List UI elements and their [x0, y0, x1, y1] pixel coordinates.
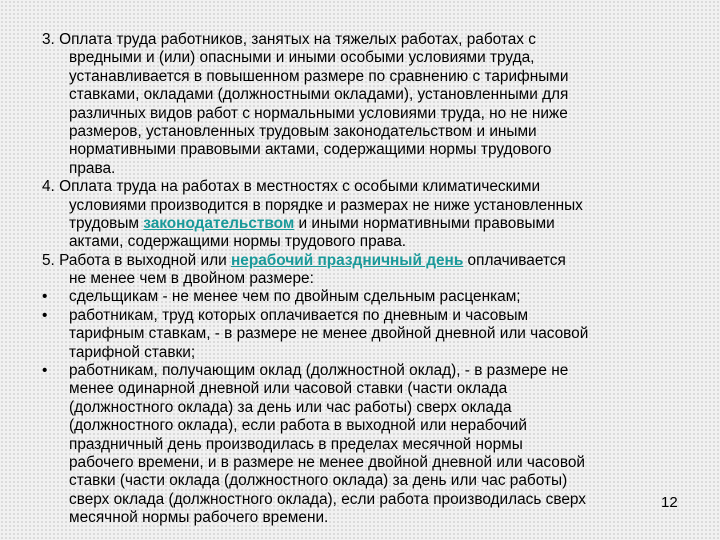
text-line: тарифной ставки;: [69, 343, 196, 361]
text-line: тарифным ставкам, - в размере не менее двойной дневной или часовой: [69, 325, 589, 343]
slide-text: [42, 31, 682, 528]
text-segment: сдельщикам - не менее чем по двойным сдельным расценкам;: [69, 288, 521, 306]
text-line: вредными и (или) опасными и иными особыми условиями труда,: [69, 49, 535, 67]
text-line: (должностного оклада), если работа в выходной или нерабочий: [69, 417, 527, 435]
text-segment: работникам, получающим оклад (должностной оклад), - в размере не: [69, 362, 569, 380]
list-item: [42, 307, 682, 362]
text-line: нормативными правовыми актами, содержащими нормы трудового: [69, 141, 552, 159]
text-segment: и иными нормативными правовыми: [294, 214, 555, 232]
paragraph-5: [42, 252, 682, 289]
text-segment: 5. Работа в выходной или: [42, 251, 231, 269]
text-segment: трудовым: [69, 214, 144, 232]
bullet-list: [42, 288, 682, 527]
text-line: ставками, окладами (должностными окладами), установленными для: [69, 86, 569, 104]
text-line: актами, содержащими нормы трудового права.: [69, 233, 407, 251]
text-line: условиями производится в порядке и размерах не ниже установленных: [69, 196, 583, 214]
legislation-link[interactable]: законодательством: [143, 214, 295, 232]
text-line: праздничный день производилась в пределах месячной нормы: [69, 435, 523, 453]
list-item: [42, 288, 682, 306]
bullet-icon: •: [42, 306, 48, 324]
text-line: [42, 252, 682, 270]
text-line: (должностного оклада) за день или час работы) сверх оклада: [69, 398, 512, 416]
text-line: размеров, установленных трудовым законодательством и иными: [69, 122, 537, 140]
text-line: менее одинарной дневной или часовой ставки (части оклада: [69, 380, 508, 398]
text-line: различных видов работ с нормальными условиями труда, но не ниже: [69, 104, 568, 122]
page-number: 12: [661, 494, 678, 511]
text-line: ставки (части оклада (должностного оклада) за день или час работы): [69, 472, 568, 490]
text-line: 4. Оплата труда на работах в местностях с особыми климатическими: [42, 178, 541, 196]
list-item: [42, 362, 682, 528]
text-line: месячной нормы рабочего времени.: [69, 509, 329, 527]
text-line: 3. Оплата труда работников, занятых на тяжелых работах, работах с: [42, 31, 536, 48]
text-line: [42, 307, 682, 325]
text-line: [42, 362, 682, 380]
bullet-icon: •: [42, 288, 48, 306]
text-line: [42, 215, 682, 233]
text-line: сверх оклада (должностного оклада), если работа производилась сверх: [69, 490, 586, 508]
text-line: рабочего времени, и в размере не менее двойной дневной или часовой: [69, 453, 585, 471]
text-line: права.: [69, 159, 116, 177]
holiday-link[interactable]: нерабочий праздничный день: [230, 251, 464, 269]
paragraph-3: [42, 31, 682, 178]
text-line: не менее чем в двойном размере:: [69, 270, 314, 288]
text-line: устанавливается в повышенном размере по сравнению с тарифными: [69, 67, 569, 85]
text-segment: оплачивается: [463, 251, 566, 269]
text-segment: работникам, труд которых оплачивается по дневным и часовым: [69, 306, 529, 324]
bullet-icon: •: [42, 362, 48, 380]
paragraph-4: [42, 178, 682, 252]
text-line: [42, 288, 682, 306]
